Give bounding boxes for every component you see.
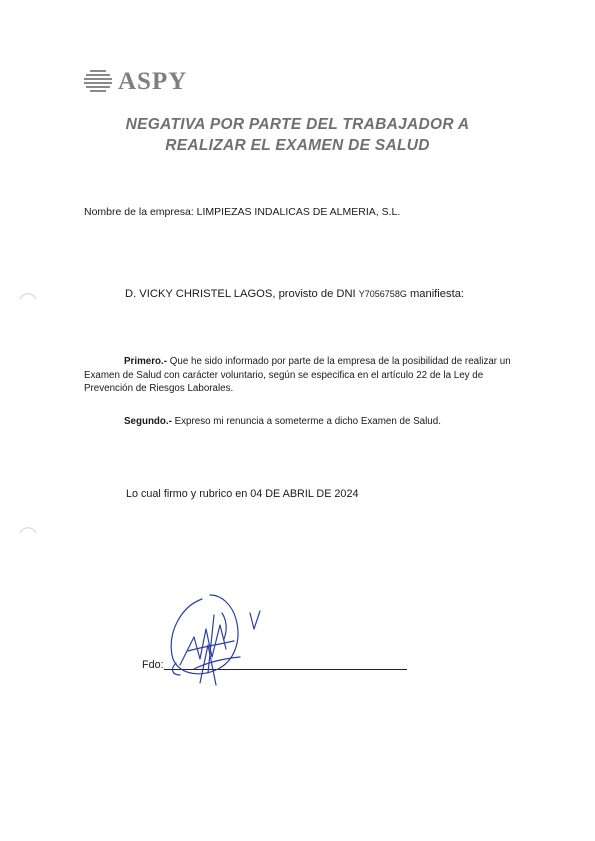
worker-name: D. VICKY CHRISTEL LAGOS,: [125, 288, 276, 300]
fdo-label: Fdo:: [142, 659, 164, 671]
aspy-logo: [84, 66, 187, 96]
company-label: Nombre de la empresa:: [84, 206, 194, 218]
hole-punch-mark: [18, 289, 38, 303]
document-title-line-1: NEGATIVA POR PARTE DEL TRABAJADOR A: [125, 116, 470, 133]
dni-prefix: provisto de DNI: [278, 288, 356, 300]
document-title-line-2: REALIZAR EL EXAMEN DE SALUD: [165, 137, 430, 154]
company-name: LIMPIEZAS INDALICAS DE ALMERIA, S.L.: [196, 206, 401, 218]
logo-text: ASPY: [118, 67, 188, 95]
handwritten-signature: [150, 585, 270, 695]
hole-punch-mark: [18, 523, 38, 537]
clause-primero: [84, 355, 516, 396]
clause-text: Que he sido informado por parte de la empresa de la posibilidad de realizar un Examen de Salud con carácter voluntario, según se especifica en el artículo 22 de la Ley de Prevención de Riesgos Laborales.: [84, 356, 511, 394]
clause-label: Segundo.-: [124, 416, 172, 427]
clause-label: Primero.-: [124, 356, 168, 367]
declaration-suffix: manifiesta:: [409, 288, 465, 300]
clause-text: Expreso mi renuncia a someterme a dicho Examen de Salud.: [174, 416, 441, 427]
dni-number: Y7056758G: [358, 289, 407, 299]
worker-declaration: [125, 287, 464, 301]
clause-segundo: [84, 415, 516, 429]
aspy-stripes-icon: [84, 68, 112, 94]
signing-statement: Lo cual firmo y rubrico en 04 DE ABRIL DE 2024: [126, 488, 359, 500]
company-row: [84, 205, 400, 219]
